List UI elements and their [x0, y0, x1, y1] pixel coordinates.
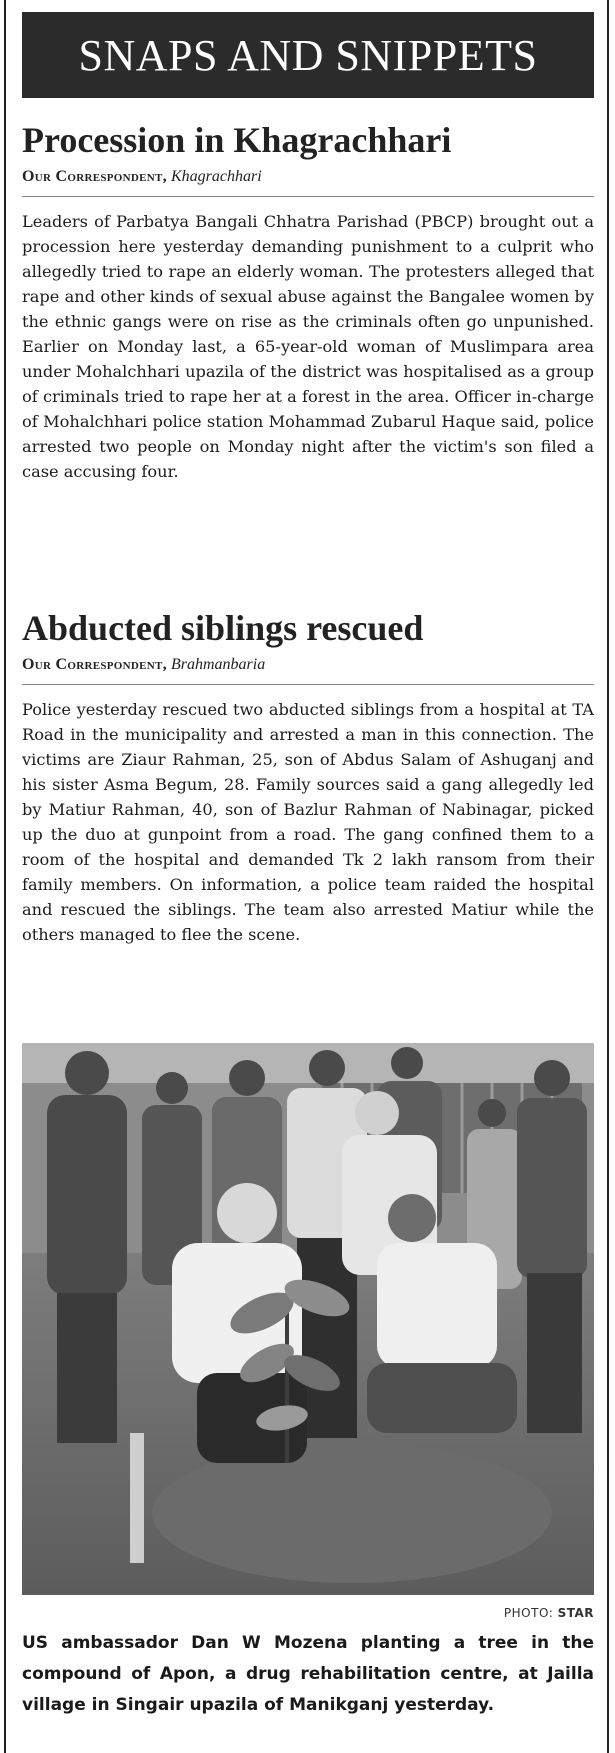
left-column-rule — [4, 0, 6, 1753]
article-abducted-siblings — [22, 606, 594, 947]
article-headline: Procession in Khagrachhari — [22, 120, 452, 160]
article-khagrachhari — [22, 118, 594, 484]
right-column-rule — [607, 0, 609, 1753]
ambassador-head — [217, 1183, 277, 1243]
news-photo — [22, 1043, 594, 1595]
article-byline — [22, 166, 594, 197]
section-banner: SNAPS AND SNIPPETS — [22, 12, 594, 98]
article-byline — [22, 654, 594, 685]
byline-role: Our Correspondent, — [22, 168, 167, 185]
article-body: Leaders of Parbatya Bangali Chhatra Parishad (PBCP) brought out a procession here yesterday demanding punishment to a culprit who allegedly tried to rape an elderly woman. The protesters alleged that rape and other kinds of sexual abuse against the Bangalee women by the ethnic gangs were on rise as the criminals often go unpunished. Earlier on Monday last, a 65-year-old woman of Muslimpara area under Mohalchhari upazila of the district was hospitalised as a group of criminals tried to rape her at a forest in the area. Officer in-charge of Mohalchhari police station Mohammad Zubarul Haque said, police arrested two people on Monday night after the victim's son filed a case accusing four. — [22, 212, 594, 481]
dirt-patch — [152, 1443, 552, 1583]
man-shirt — [377, 1243, 497, 1368]
photo-caption: US ambassador Dan W Mozena planting a tree in the compound of Apon, a drug rehabilitation centre, at Jailla village in Singair upazila of Manikganj yesterday. — [22, 1633, 594, 1715]
article-headline: Abducted siblings rescued — [22, 608, 424, 648]
man-trousers — [367, 1363, 517, 1433]
photo-credit-label: PHOTO: — [503, 1606, 554, 1620]
byline-place: Brahmanbaria — [170, 656, 266, 673]
article-body: Police yesterday rescued two abducted siblings from a hospital at TA Road in the municipality and arrested a man in this connection. The victims are Ziaur Rahman, 25, son of Abdus Salam of Ashuganj and his sister Asma Begum, 28. Family sources said a gang allegedly led by Matiur Rahman, 40, son of Bazlur Rahman of Nabinagar, picked up the duo at gunpoint from a road. The gang confined them to a room of the hospital and demanded Tk 2 lakh ransom from their family members. On information, a police team raided the hospital and rescued the siblings. The team also arrested Matiur while the others managed to flee the scene. — [22, 700, 594, 944]
person-head — [355, 1091, 399, 1135]
man-head — [388, 1194, 436, 1242]
pole — [130, 1433, 144, 1563]
tree-planting-photo — [22, 1043, 594, 1595]
byline-role: Our Correspondent, — [22, 656, 167, 673]
byline-place: Khagrachhari — [170, 168, 262, 185]
photo-credit — [22, 1606, 594, 1620]
photo-credit-source: STAR — [557, 1606, 594, 1620]
